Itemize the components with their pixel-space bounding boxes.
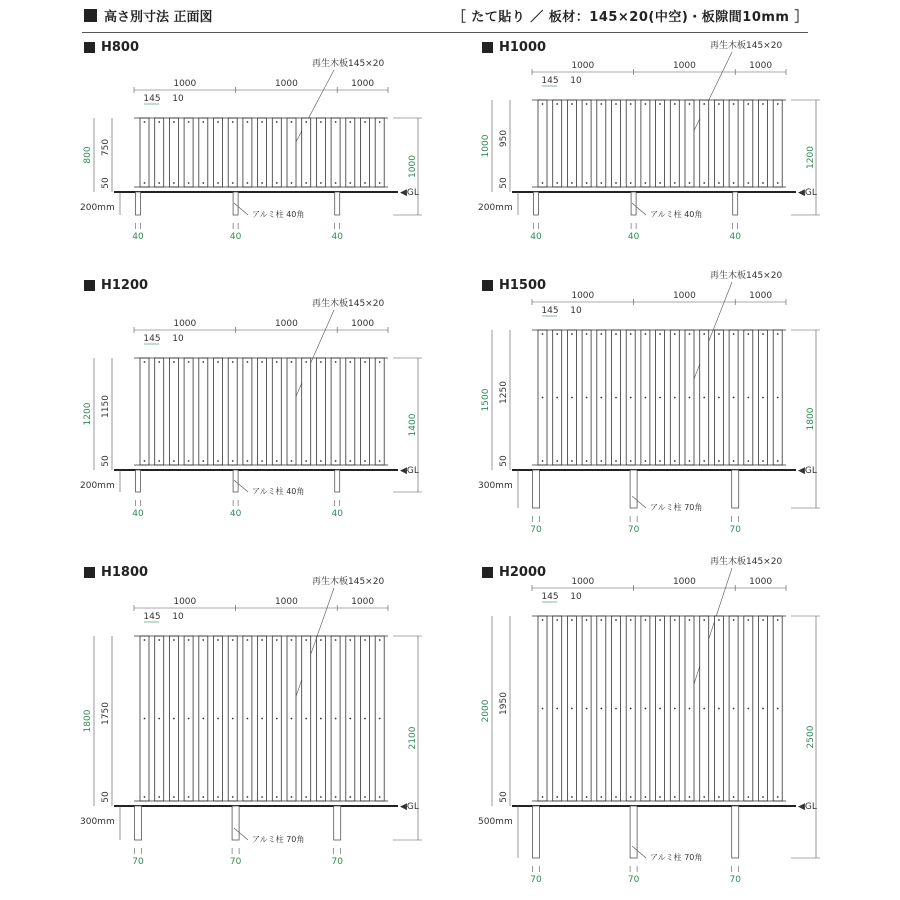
gl-label: ◀GL [798, 802, 817, 812]
spec-text: ［ たて貼り ／ 板材：145×20(中空)・板隙間10mm ］ [452, 10, 808, 25]
total-height-label: 1000 [408, 155, 418, 178]
post-width-label: 70 [729, 525, 741, 535]
embed-depth-label: 200mm [80, 481, 115, 491]
board-label: 再生木板145×20 [710, 271, 783, 281]
board-width-label: 145 [143, 612, 161, 622]
screw-dot [586, 619, 588, 621]
total-height-label: 1200 [806, 146, 816, 169]
inner-height-label: 1150 [101, 395, 111, 418]
seg-width-label: 1000 [672, 291, 696, 301]
screw-dot [733, 796, 735, 798]
seg-width-label: 1000 [672, 577, 696, 587]
post-width-label: 40 [729, 232, 741, 242]
total-height-label: 2500 [806, 725, 816, 749]
seg-width-label: 1000 [173, 79, 197, 89]
post-label: アルミ柱 70角 [252, 835, 305, 844]
seg-width-label: 1000 [173, 597, 197, 607]
gap-label: 10 [570, 76, 582, 86]
screw-dot [586, 708, 588, 710]
seg-width-label: 1000 [571, 61, 595, 71]
screw-dot [674, 796, 676, 798]
base-label: 50 [101, 455, 111, 467]
post-width-label: 40 [331, 232, 343, 242]
gap-label: 10 [570, 306, 582, 316]
post-foundation [732, 806, 739, 858]
screw-dot [571, 619, 573, 621]
inner-height-label: 1950 [499, 692, 509, 715]
total-height-label: 2100 [408, 726, 418, 750]
screw-dot [659, 619, 661, 621]
seg-width-label: 1000 [351, 79, 375, 89]
post-width-label: 70 [530, 875, 542, 885]
screw-dot [762, 619, 764, 621]
screw-dot [659, 708, 661, 710]
post-label: アルミ柱 40角 [252, 487, 305, 496]
post-width-label: 70 [530, 525, 542, 535]
inner-height-label: 1750 [101, 702, 111, 725]
post-width-label: 70 [729, 875, 741, 885]
screw-dot [689, 619, 691, 621]
height-label: 1000 [481, 134, 491, 158]
inner-height-label: 750 [101, 138, 111, 157]
gl-label: ◀GL [798, 466, 817, 476]
post-width-label: 40 [132, 509, 144, 519]
gap-label: 10 [172, 94, 184, 104]
embed-depth-label: 300mm [80, 817, 115, 827]
screw-dot [571, 708, 573, 710]
screw-dot [556, 708, 558, 710]
screw-dot [703, 708, 705, 710]
total-height-label: 1400 [408, 413, 418, 437]
diagram-title: H1200 [101, 278, 149, 293]
screw-dot [542, 708, 544, 710]
screw-dot [645, 708, 647, 710]
diagram-title: H1500 [499, 278, 547, 293]
screw-dot [674, 619, 676, 621]
screw-dot [747, 708, 749, 710]
screw-dot [630, 708, 632, 710]
screw-dot [762, 708, 764, 710]
screw-dot [630, 796, 632, 798]
height-label: 1800 [83, 709, 93, 733]
screw-dot [659, 796, 661, 798]
screw-dot [777, 796, 779, 798]
post-width-label: 70 [331, 857, 343, 867]
post-width-label: 40 [229, 509, 242, 519]
seg-width-label: 1000 [571, 291, 595, 301]
screw-dot [600, 796, 602, 798]
post-width-label: 40 [530, 232, 542, 242]
base-label: 50 [499, 177, 509, 189]
post-foundation [630, 806, 637, 858]
board-width-label: 145 [541, 306, 559, 316]
screw-dot [600, 619, 602, 621]
screw-dot [542, 619, 544, 621]
screw-dot [615, 619, 617, 621]
screw-dot [747, 619, 749, 621]
board-label: 再生木板145×20 [312, 299, 385, 309]
gap-label: 10 [172, 334, 184, 344]
post-label: アルミ柱 40角 [252, 210, 305, 219]
post-foundation [533, 806, 540, 858]
base-label: 50 [499, 791, 509, 803]
leader-line [692, 568, 732, 690]
post-label: アルミ柱 40角 [650, 210, 703, 219]
post-width-label: 40 [229, 232, 242, 242]
screw-dot [777, 708, 779, 710]
seg-width-label: 1000 [173, 319, 197, 329]
inner-height-label: 950 [499, 129, 509, 148]
screw-dot [689, 708, 691, 710]
screw-dot [600, 708, 602, 710]
screw-dot [630, 619, 632, 621]
height-label: 1500 [481, 388, 491, 412]
post-label: アルミ柱 70角 [650, 853, 703, 862]
gap-label: 10 [172, 612, 184, 622]
screw-dot [718, 708, 720, 710]
inner-height-label: 1250 [499, 381, 509, 404]
screw-dot [586, 796, 588, 798]
screw-dot [674, 708, 676, 710]
post-label: アルミ柱 70角 [650, 503, 703, 512]
screw-dot [718, 619, 720, 621]
page-title: 高さ別寸法 正面図 [104, 10, 213, 25]
screw-dot [615, 796, 617, 798]
post-width-label: 70 [627, 525, 640, 535]
screw-dot [645, 619, 647, 621]
gl-label: ◀GL [798, 188, 817, 198]
seg-width-label: 1000 [571, 577, 595, 587]
gl-label: ◀GL [400, 188, 419, 198]
board-label: 再生木板145×20 [710, 41, 783, 51]
seg-width-label: 1000 [351, 319, 375, 329]
board-width-label: 145 [143, 94, 161, 104]
screw-dot [571, 796, 573, 798]
screw-dot [747, 796, 749, 798]
embed-depth-label: 300mm [478, 481, 513, 491]
screw-dot [556, 796, 558, 798]
post-width-label: 40 [627, 232, 640, 242]
base-label: 50 [499, 455, 509, 467]
screw-dot [733, 708, 735, 710]
board-width-label: 145 [143, 334, 161, 344]
post-width-label: 70 [627, 875, 640, 885]
screw-dot [733, 619, 735, 621]
post-width-label: 40 [331, 509, 343, 519]
screw-dot [615, 708, 617, 710]
embed-depth-label: 500mm [478, 817, 513, 827]
screw-dot [703, 796, 705, 798]
seg-width-label: 1000 [749, 61, 773, 71]
gl-label: ◀GL [400, 466, 419, 476]
base-label: 50 [101, 791, 111, 803]
post-width-label: 70 [132, 857, 144, 867]
seg-width-label: 1000 [274, 319, 298, 329]
post-width-label: 40 [132, 232, 144, 242]
seg-width-label: 1000 [274, 79, 298, 89]
board-label: 再生木板145×20 [312, 59, 385, 69]
screw-dot [556, 619, 558, 621]
post-width-label: 70 [229, 857, 242, 867]
screw-dot [542, 796, 544, 798]
embed-depth-label: 200mm [80, 203, 115, 213]
board-label: 再生木板145×20 [312, 577, 385, 587]
diagram-title: H1000 [499, 40, 547, 55]
seg-width-label: 1000 [274, 597, 298, 607]
screw-dot [689, 796, 691, 798]
embed-depth-label: 200mm [478, 203, 513, 213]
gap-label: 10 [570, 592, 582, 602]
board-width-label: 145 [541, 76, 559, 86]
board-label: 再生木板145×20 [710, 557, 783, 567]
seg-width-label: 1000 [672, 61, 696, 71]
board-width-label: 145 [541, 592, 559, 602]
screw-dot [718, 796, 720, 798]
seg-width-label: 1000 [749, 577, 773, 587]
screw-dot [777, 619, 779, 621]
base-label: 50 [101, 177, 111, 189]
seg-width-label: 1000 [351, 597, 375, 607]
diagram-title: H800 [101, 40, 140, 55]
height-label: 2000 [481, 699, 491, 723]
height-label: 800 [83, 146, 93, 164]
diagram-title: H1800 [101, 565, 149, 580]
screw-dot [645, 796, 647, 798]
screw-dot [762, 796, 764, 798]
seg-width-label: 1000 [749, 291, 773, 301]
screw-dot [703, 619, 705, 621]
height-label: 1200 [83, 402, 93, 426]
total-height-label: 1800 [806, 407, 816, 431]
diagram-title: H2000 [499, 565, 547, 580]
gl-label: ◀GL [400, 802, 419, 812]
